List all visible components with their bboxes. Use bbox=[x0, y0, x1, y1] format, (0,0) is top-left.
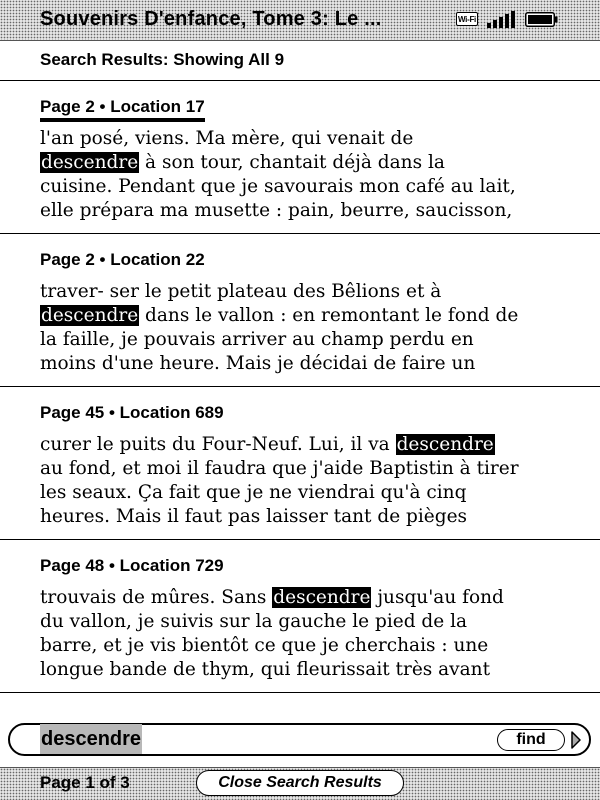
search-result-item[interactable] bbox=[0, 540, 600, 692]
page-indicator: Page 1 of 3 bbox=[40, 773, 130, 792]
search-results-header: Search Results: Showing All 9 bbox=[40, 50, 285, 69]
search-result-item[interactable] bbox=[0, 81, 600, 233]
find-button[interactable]: find bbox=[497, 729, 565, 751]
title-bar bbox=[0, 0, 600, 41]
battery-icon bbox=[525, 12, 558, 27]
search-term-highlight: descendre bbox=[273, 587, 371, 608]
search-term-highlight: descendre bbox=[41, 305, 139, 326]
result-snippet: traver- ser le petit plateau des Bêlions et à descendre dans le vallon : en remontant le fond de la faille, je pouvais arriver au champ perdu en moins d'une heure. Mais je décidai de faire un bbox=[40, 281, 519, 374]
result-location: Page 2 • Location 22 bbox=[40, 250, 205, 269]
result-location: Page 48 • Location 729 bbox=[40, 556, 224, 575]
close-search-results-button[interactable]: Close Search Results bbox=[196, 770, 404, 796]
result-location: Page 2 • Location 17 bbox=[40, 97, 205, 122]
divider bbox=[0, 692, 600, 693]
search-result-item[interactable] bbox=[0, 234, 600, 386]
result-snippet: curer le puits du Four-Neuf. Lui, il va descendre au fond, et moi il faudra que j'aide Baptistin à tirer les seaux. Ça fait que je ne viendrai qu'à cinq heures. Mais il faut pas laisser tant de pièges bbox=[40, 434, 519, 527]
search-query-text[interactable]: descendre bbox=[40, 724, 142, 754]
result-snippet: trouvais de mûres. Sans descendre jusqu'au fond du vallon, je suivis sur la gauche le pied de la barre, et je vis bientôt ce que je cherchais : une longue bande de thym, qui fleurissait très avant bbox=[40, 587, 504, 680]
search-term-highlight: descendre bbox=[396, 434, 494, 455]
signal-strength-icon bbox=[487, 11, 519, 28]
book-title: Souvenirs D'enfance, Tome 3: Le ... bbox=[40, 8, 382, 30]
search-result-item[interactable] bbox=[0, 387, 600, 539]
result-snippet: l'an posé, viens. Ma mère, qui venait de descendre à son tour, chantait déjà dans la cuisine. Pendant que je savourais mon café au lait, elle prépara ma musette : pain, beurre, saucisson, bbox=[40, 128, 516, 221]
search-term-highlight: descendre bbox=[41, 152, 139, 173]
wifi-icon: Wi-Fi bbox=[456, 12, 478, 26]
result-location: Page 45 • Location 689 bbox=[40, 403, 224, 422]
footer-bar bbox=[0, 767, 600, 800]
arrow-right-icon[interactable] bbox=[571, 731, 581, 749]
